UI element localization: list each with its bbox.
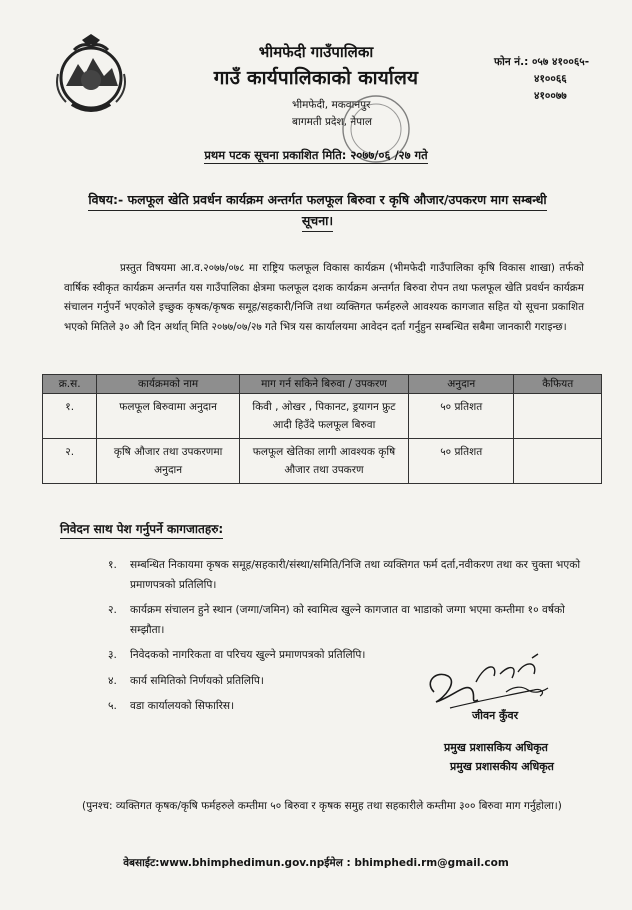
signatory-title: प्रमुख प्रशासकिय अधिकृत	[444, 741, 548, 754]
list-item	[108, 556, 598, 595]
list-item-number: ५.	[108, 700, 117, 712]
phone-numbers	[494, 54, 589, 105]
table-row	[43, 394, 602, 439]
notice-body: प्रस्तुत विषयमा आ.व.२०७७/०७८ मा राष्ट्रिय फलफूल विकास कार्यक्रम (भीमफेदी गाउँपालिका कृषि विकास शाखा) तर्फको वार्षिक स्वीकृत कार्यक्रम अन्तर्गत यस गाउँपालिका क्षेत्रमा फलफूल दशक कार्यक्रम अन्तर्गत बिरुवा रोपन तथा फलफूल खेति प्रवर्धन कार्यक्रम संचालन गर्नुपर्ने भएकोले इच्छुक कृषक/कृषक समूह/सहकारी/निजि तथा व्यक्तिगत फर्महरुले आवश्यक कागजात सहित यो सूचना प्रकाशित भएको मितिले ३० औ दिन अर्थात् मिति २०७७/०७/२७ गते भित्र यस कार्यालयमा आवेदन दर्ता गर्नुहुन सम्बन्धित सबैमा जानकारी गराइन्छ।	[64, 262, 584, 333]
publication-date-text: प्रथम पटक सूचना प्रकाशित मिति: २०७७/०६ /२७ गते	[204, 148, 428, 162]
list-item-number: १.	[108, 559, 117, 571]
notice-subject	[70, 190, 565, 232]
subject-line-2: सूचना।	[302, 211, 333, 232]
cell-serial: १.	[43, 394, 97, 439]
publication-date	[0, 148, 632, 163]
signatory-title-stamp: प्रमुख प्रशासकीय अधिकृत	[450, 760, 554, 773]
list-item-number: २.	[108, 604, 117, 616]
municipality-name: भीमफेदी गाउँपालिका	[258, 43, 374, 61]
office-name: गाउँ कार्यपालिकाको कार्यालय	[213, 67, 419, 89]
documents-heading: निवेदन साथ पेश गर्नुपर्ने कागजातहरु:	[60, 520, 223, 539]
col-header-serial: क्र.स.	[43, 375, 97, 394]
cell-remarks	[514, 439, 602, 484]
address-line-1: भीमफेदी, मकवानपुर	[292, 99, 371, 111]
table-header-row	[43, 375, 602, 394]
table-row	[43, 439, 602, 484]
address-line-2: बागमती प्रदेश, नेपाल	[292, 116, 372, 128]
col-header-program: कार्यक्रमको नाम	[97, 375, 240, 394]
col-header-items: माग गर्न सकिने बिरुवा / उपकरण	[239, 375, 408, 394]
cell-subsidy: ५० प्रतिशत	[408, 394, 514, 439]
subject-line-1: विषय:- फलफूल खेति प्रवर्धन कार्यक्रम अन्तर्गत फलफूल बिरुवा र कृषि औजार/उपकरण माग सम्बन्धी	[88, 190, 546, 211]
cell-serial: २.	[43, 439, 97, 484]
cell-program: फलफूल बिरुवामा अनुदान	[97, 394, 240, 439]
list-item-text: कार्य समितिको निर्णयको प्रतिलिपि।	[130, 674, 264, 687]
list-item	[108, 601, 598, 640]
cell-items: किवी , ओखर , पिकानट, ड्रयागन फ्रुट आदी हिउँदे फलफूल बिरुवा	[239, 394, 408, 439]
signatory-name: जीवन कुँवर	[472, 709, 519, 722]
list-item-text: सम्बन्धित निकायमा कृषक समूह/सहकारी/संस्था/समिति/निजि तथा व्यक्तिगत फर्म दर्ता,नवीकरण तथा कर चुक्ता भएको प्रमाणपत्रको प्रतिलिपि।	[130, 559, 581, 591]
list-item-text: कार्यक्रम संचालन हुने स्थान (जग्गा/जमिन) को स्वामित्व खुल्ने कागजात वा भाडाको जग्गा भएमा कम्तीमा १० वर्षको सम्झौता।	[130, 604, 565, 636]
signature-image	[414, 652, 574, 716]
cell-program: कृषि औजार तथा उपकरणमा अनुदान	[97, 439, 240, 484]
phone-line-3: ४१००७७	[534, 90, 567, 102]
program-table	[42, 374, 602, 484]
cell-items: फलफूल खेतिका लागी आवश्यक कृषि औजार तथा उपकरण	[239, 439, 408, 484]
phone-line-2: ४१००६६	[534, 73, 567, 85]
cell-remarks	[514, 394, 602, 439]
col-header-remarks: कैफियत	[514, 375, 602, 394]
col-header-subsidy: अनुदान	[408, 375, 514, 394]
footer-contact: वेबसाईट:www.bhimphedimun.gov.npईमेल : bhimphedi.rm@gmail.com	[123, 857, 509, 869]
list-item-number: ३.	[108, 649, 117, 661]
phone-line-1: फोन नं.: ०५७ ४१००६५-	[494, 56, 590, 68]
list-item-number: ४.	[108, 674, 117, 687]
cell-subsidy: ५० प्रतिशत	[408, 439, 514, 484]
list-item-text: वडा कार्यालयको सिफारिस।	[130, 700, 235, 712]
list-item-text: निवेदकको नागरिकता वा परिचय खुल्ने प्रमाणपत्रको प्रतिलिपि।	[130, 649, 366, 661]
postscript-note: (पुनश्च: व्यक्तिगत कृषक/कृषि फर्महरुले कम्तीमा ५० बिरुवा र कृषक समुह तथा सहकारीले कम्तीमा ३०० बिरुवा माग गर्नुहोला।)	[82, 800, 562, 812]
